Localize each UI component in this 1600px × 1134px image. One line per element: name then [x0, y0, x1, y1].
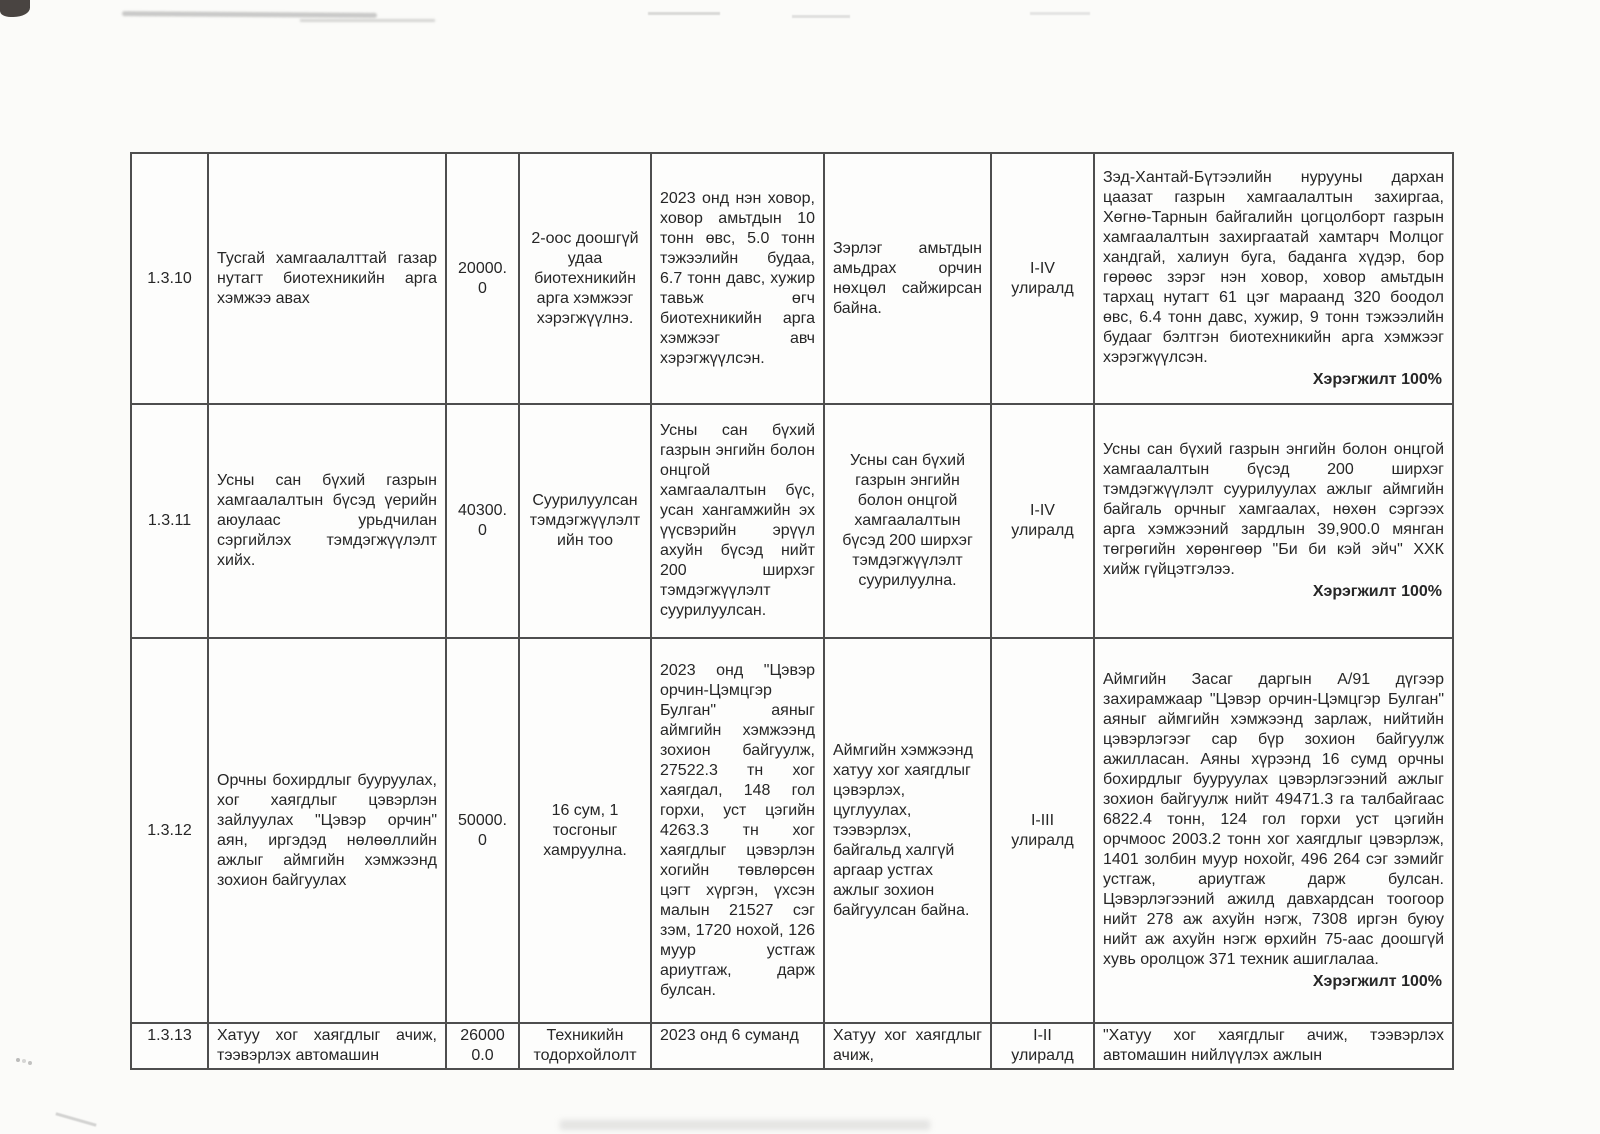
- cell-item-number: 1.3.10: [131, 153, 208, 404]
- table-row-1-3-12: [131, 638, 1453, 1023]
- cell-indicator: Суурилуулсан тэмдэгжүүлэлтийн тоо: [519, 404, 651, 638]
- table-row-1-3-13: [131, 1023, 1453, 1069]
- cell-task: Орчны бохирдлыг бууруулах, хог хаягдлыг цэвэрлэн зайлуулах "Цэвэр орчин" аян, иргэдэд нөлөөллийн ажлыг аймгийн хэмжээнд зохион байгуулах: [208, 638, 446, 1023]
- cell-item-number: 1.3.12: [131, 638, 208, 1023]
- scan-artifact-top-dash: [648, 12, 720, 15]
- result-text: "Хатуу хог хаягдлыг ачиж, тээвэрлэх автомашин нийлүүлэх ажлын: [1103, 1027, 1444, 1064]
- cell-quarter: I-III улиралд: [991, 638, 1094, 1023]
- cell-task: Тусгай хамгаалалттай газар нутагт биотехникийн арга хэмжээ авах: [208, 153, 446, 404]
- completion-label: Хэрэгжилт 100%: [1312, 370, 1442, 388]
- cell-task: Усны сан бүхий газрын хамгаалалтын бүсэд үерийн аюулаас урьдчилан сэргийлэх тэмдэгжүүлэлт хийх.: [208, 404, 446, 638]
- cell-quarter: I-IV улиралд: [991, 404, 1094, 638]
- result-text: Аймгийн Засаг даргын А/91 дүгээр захирамжаар "Цэвэр орчин-Цэмцгэр Булган" аяныг аймгийн хэмжээнд зарлаж, нийтийн цэвэрлэгээг сар бүр зохион байгуулж ажилласан. Аяны хүрээнд 16 сумд орчны бохирдлыг бууруулах цэвэрлэгээний ажлыг зохион байгуулж нийт 49471.3 га талбайгаас 6822.4 тонн, 124 гол горхи уст цэгийн орчмоос 2003.2 тонн хог хаягдлыг цэвэрлэж, 1401 золбин муур нохойг, 496 264 сэг зэмийг устгаж, ариутгаж дарж булсан. Цэвэрлэгээний ажилд давхардсан тоогоор нийт 278 аж ахуйн нэгж, 7308 иргэн буюу нийт аж ахуйн нэгж өрхийн 75-аас доошгүй хувь оролцож 371 техник ашиглалаа.: [1103, 670, 1444, 968]
- cell-indicator: 2-оос доошгүй удаа биотехникийн арга хэмжээг хэрэгжүүлнэ.: [519, 153, 651, 404]
- cell-item-number: 1.3.11: [131, 404, 208, 638]
- cell-budget: 260000.0: [446, 1023, 519, 1069]
- cell-task: Хатуу хог хаягдлыг ачиж, тээвэрлэх автомашин: [208, 1023, 446, 1069]
- cell-output: 2023 онд нэн ховор, ховор амьтдын 10 тонн өвс, 5.0 тонн тэжээлийн будаа, 6.7 тонн давс, хужир тавьж өгч биотехникийн арга хэмжээг авч хэрэгжүүлсэн.: [651, 153, 824, 404]
- cell-quarter: I-IV улиралд: [991, 153, 1094, 404]
- table-row-1-3-10: [131, 153, 1453, 404]
- activity-report-table: [130, 152, 1454, 1070]
- scan-artifact-margin-specks: [16, 1058, 20, 1062]
- result-text: Усны сан бүхий газрын энгийн болон онцгой хамгаалалтын бүсэд 200 ширхэг тэмдэгжүүлэлт суурилуулах ажлыг аймгийн байгаль орчныг хамгаалах, нөхөн сэргээх арга хэмжээний зардлын 39,900.0 мянган төгрөгийн хөрөнгөөр "Би би кэй эйч" ХХК хийж гүйцэтгэлээ.: [1103, 441, 1444, 578]
- scan-artifact-top-streak: [122, 11, 377, 18]
- completion-label: Хэрэгжилт 100%: [1312, 583, 1442, 600]
- cell-target: Хатуу хог хаягдлыг ачиж,: [824, 1023, 991, 1069]
- cell-budget: 40300.0: [446, 404, 519, 638]
- cell-budget: 20000.0: [446, 153, 519, 404]
- cell-target: Аймгийн хэмжээнд хатуу хог хаягдлыг цэвэрлэх, цуглуулах, тээвэрлэх, байгальд халгүй аргаар устгах ажлыг зохион байгуулсан байна.: [824, 638, 991, 1023]
- scan-artifact-corner-blob: [0, 0, 30, 17]
- cell-item-number: 1.3.13: [131, 1023, 208, 1069]
- cell-result: [1094, 1023, 1453, 1069]
- cell-output: 2023 онд 6 суманд: [651, 1023, 824, 1069]
- scan-artifact-bottom-smudge: [560, 1120, 930, 1130]
- cell-target: Зэрлэг амьтдын амьдрах орчин нөхцөл сайжирсан байна.: [824, 153, 991, 404]
- cell-budget: 50000.0: [446, 638, 519, 1023]
- cell-result: [1094, 638, 1453, 1023]
- cell-result: [1094, 404, 1453, 638]
- cell-result: [1094, 153, 1453, 404]
- cell-output: 2023 онд "Цэвэр орчин-Цэмцгэр Булган" аяныг аймгийн хэмжээнд зохион байгуулж, 27522.3 тн хог хаягдал, 148 гол горхи, уст цэгийн 4263.3 тн хог хаягдлыг цэвэрлэн хогийн төвлөрсөн цэгт хүргэн, үхсэн малын 21527 сэг зэм, 1720 нохой, 126 муур устгаж ариутгаж, дарж булсан.: [651, 638, 824, 1023]
- cell-output: Усны сан бүхий газрын энгийн болон онцгой хамгаалалтын бүс, усан хангамжийн эх үүсвэрийн эрүүл ахуйн бүсэд нийт 200 ширхэг тэмдэгжүүлэлт суурилуулсан.: [651, 404, 824, 638]
- scan-artifact-diag-smudge: [55, 1112, 96, 1126]
- table-row-1-3-11: [131, 404, 1453, 638]
- table-body: [131, 153, 1453, 1069]
- completion-label: Хэрэгжилт 100%: [1312, 972, 1442, 990]
- result-text: Зэд-Хантай-Бүтээлийн нурууны дархан цаазат газрын хамгаалалтын захиргаа, Хөгнө-Тарнын байгалийн цогцолборт газрын хамгаалалтын захиргаатай хамтарч Молцог хандгай, халиун буга, баданга хүдэр, бор гөрөөс зэрэг нэн ховор, ховор амьтдын тархац нутагт 61 цэг мараанд 320 боодол өвс, 6.4 тонн давс, хужир, 9 тонн тэжээлийн будааг бэлтгэн биотехникийн арга хэмжээг хэрэгжүүлсэн.: [1103, 168, 1444, 366]
- scan-artifact-top-streak: [300, 19, 435, 22]
- scan-artifact-top-dash: [792, 15, 850, 18]
- cell-indicator: 16 сум, 1 тосгоныг хамруулна.: [519, 638, 651, 1023]
- cell-quarter: I-II улиралд: [991, 1023, 1094, 1069]
- cell-target: Усны сан бүхий газрын энгийн болон онцгой хамгаалалтын бүсэд 200 ширхэг тэмдэгжүүлэлт суурилуулна.: [824, 404, 991, 638]
- cell-indicator: Техникийн тодорхойлолт: [519, 1023, 651, 1069]
- scan-artifact-top-dash: [1030, 12, 1090, 15]
